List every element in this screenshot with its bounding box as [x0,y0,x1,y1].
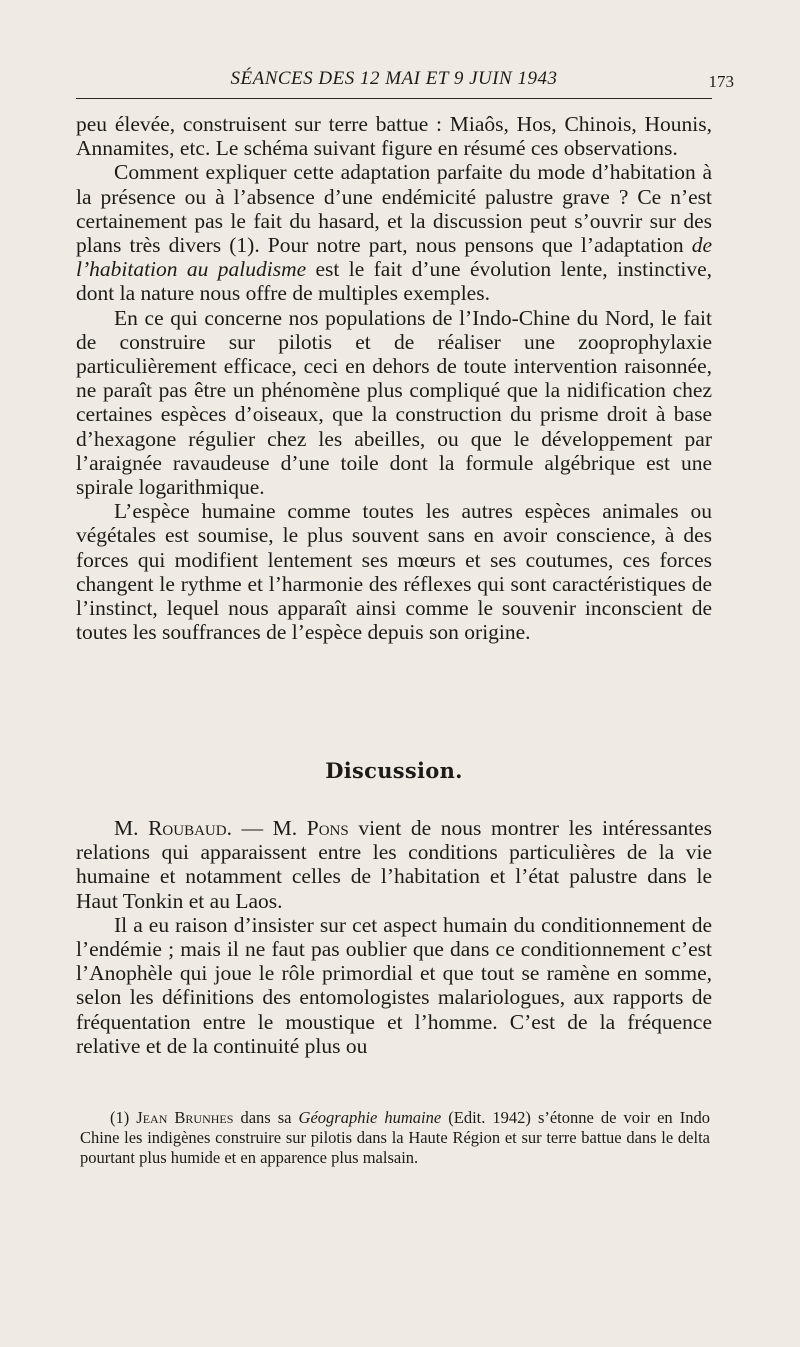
speaker-name: M. Roubaud. [114,816,232,840]
footnote [80,1108,710,1168]
paragraph-2-text-b: est le fait d’une évolution lente, instinctive, dont la nature nous offre de multiples exemples. [76,257,712,306]
paragraph-2-text-a: Comment expliquer cette adaptation parfaite du mode d’habitation à la présence ou à l’absence d’une endémicité palustre grave ? Ce n’est certainement pas le fait du hasard, et la discussion peut s’ouvrir sur des plans très divers (1). Pour notre part, nous pensons que l’adaptation [76,160,712,258]
referenced-name: Pons [306,816,349,840]
paragraph-3: En ce qui concerne nos populations de l’Indo-Chine du Nord, le fait de construire sur pilotis et de réaliser une zooprophylaxie particulièrement efficace, ceci en dehors de toute intervention raisonnée, ne paraît pas être un phénomène plus compliqué que la nidification chez certaines espèces d’oiseaux, que la construction du prisme droit à base d’hexagone régulier chez les abeilles, ou que le développement par l’araignée ravaudeuse d’une toile dont la formule algébrique est une spirale logarithmique. [76,305,712,500]
discussion-paragraph-1-text: vient de nous montrer les intéressantes relations qui apparaissent entre les conditions particulières de la vie humaine et notamment celles de l’habitation et l’état palustre dans le Haut Tonkin et au Laos. [76,816,712,913]
discussion-paragraph-2: Il a eu raison d’insister sur cet aspect humain du conditionnement de l’endémie ; mais il ne faut pas oublier que dans ce conditionnement c’est l’Anophèle qui joue le rôle primordial et que tout se ramène en somme, selon les définitions des entomologistes malariologues, aux rapports de fréquentation entre le moustique et l’homme. C’est de la fréquence relative et de la continuité plus ou [76,912,712,1058]
running-head-title: SÉANCES DES 12 MAI ET 9 JUIN 1943 [230,68,558,89]
footnote-text-b: (Edit. 1942) s’étonne de voir en Indo Chine les indigènes construire sur pilotis dans la Haute Région et sur terre battue dans le delta pourtant plus humide et en apparence plus malsain. [80,1108,710,1167]
main-text [76,112,712,644]
page-number: 173 [708,72,734,91]
running-head [76,66,734,96]
paragraph-1: peu élevée, construisent sur terre battue : Miaôs, Hos, Chinois, Hounis, Annamites, etc. Le schéma suivant figure en résumé ces observations. [76,112,712,161]
footnote-author: Jean Brunhes [136,1108,234,1127]
paragraph-4: L’espèce humaine comme toutes les autres espèces animales ou végétales est soumise, le plus souvent sans en avoir conscience, à des forces qui modifient lentement ses mœurs et ses coutumes, ces forces changent le rythme et l’harmonie des réflexes qui sont caractéristiques de l’instinct, lequel nous apparaît ainsi comme le souvenir inconscient de toutes les souffrances de l’espèce depuis son origine. [76,499,712,645]
footnote-marker: (1) [110,1108,137,1127]
discussion-paragraph-1 [76,816,712,913]
discussion-text [76,816,712,1058]
discussion-heading: Discussion. [325,758,463,783]
footnote-work-title: Géographie humaine [298,1108,442,1127]
paragraph-2 [76,160,712,305]
footnote-text-a: dans sa [233,1108,299,1127]
header-rule [76,98,712,99]
speaker-dash: — M. [231,816,307,840]
paragraph-2-emphasis: de l’habitation au paludisme [76,233,712,282]
